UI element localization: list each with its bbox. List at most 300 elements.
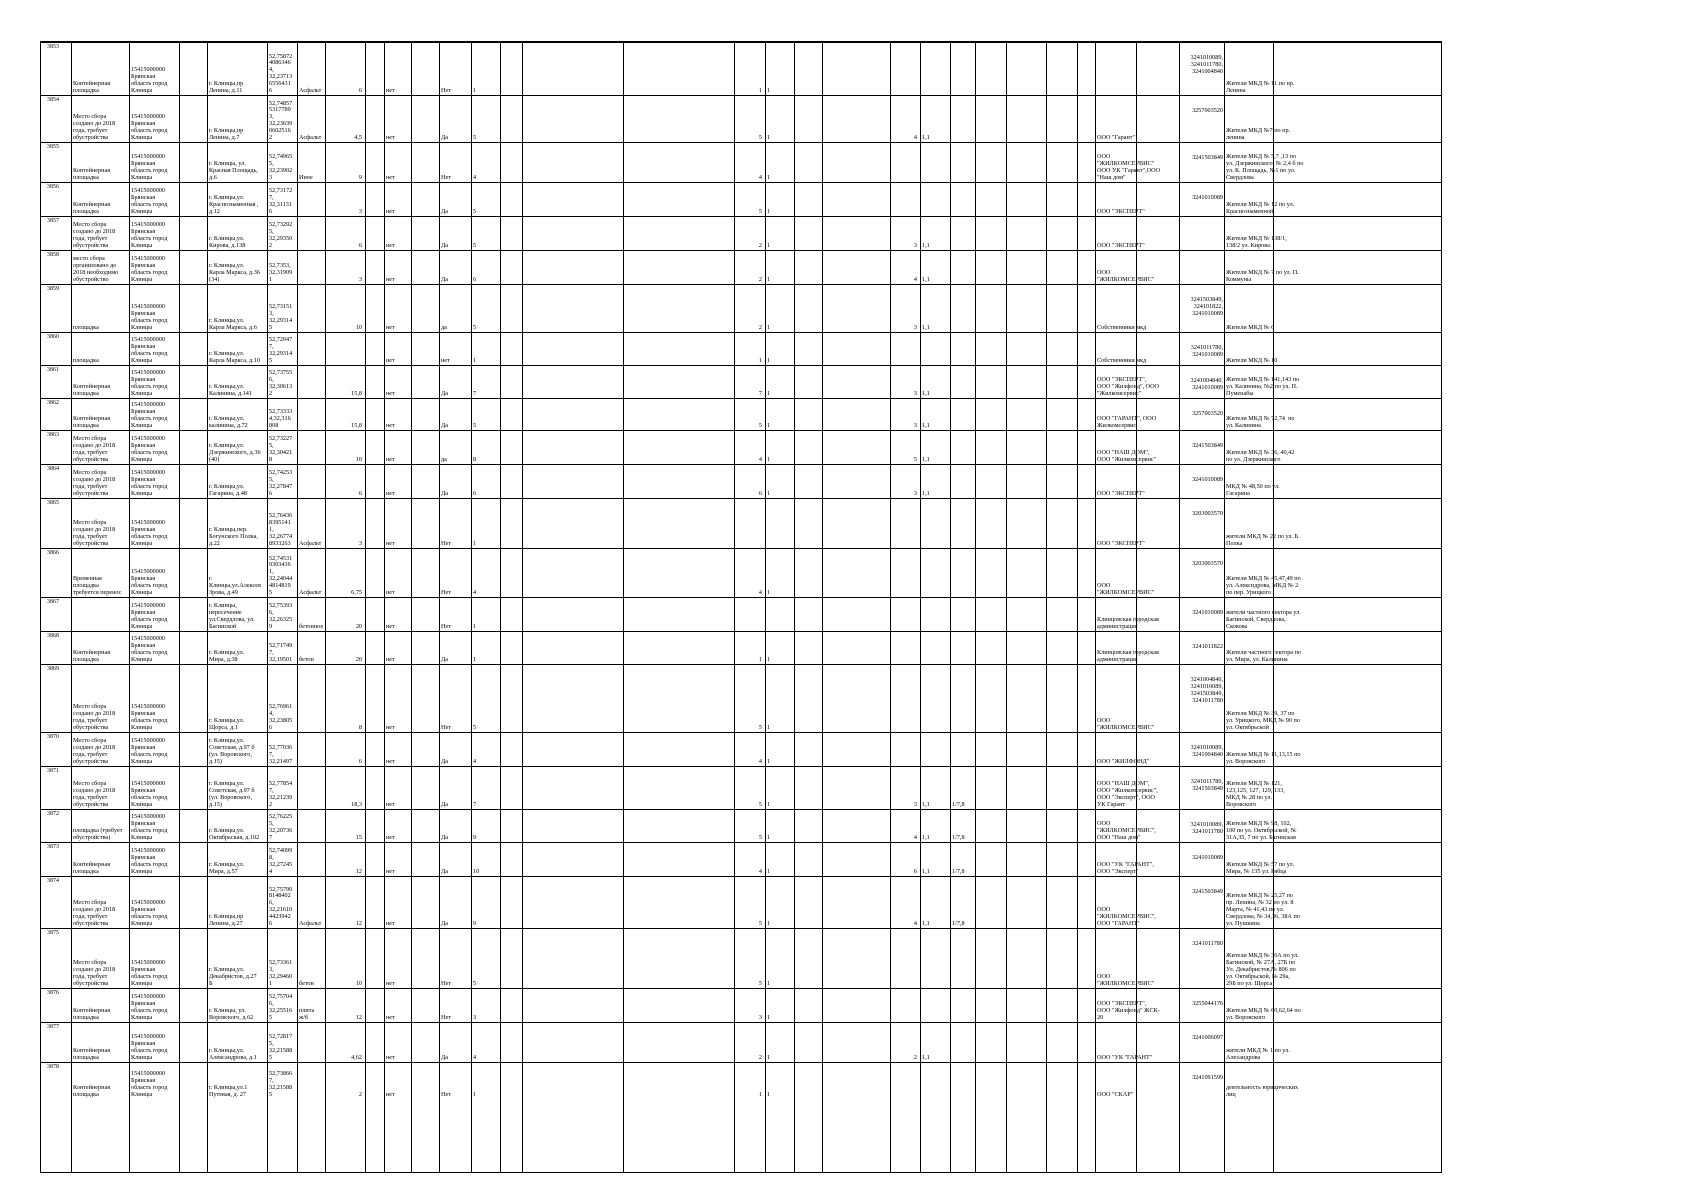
cell-area: 9 xyxy=(358,174,362,182)
table-row xyxy=(41,250,1441,284)
cell-roof: нет xyxy=(386,390,395,398)
cell-k3: 1/7,8 xyxy=(952,868,965,876)
cell-address: г. Клинцы,ул. Дзержинского, д.36 (40) xyxy=(209,442,261,464)
cell-k2: 1,1 xyxy=(922,456,930,464)
cell-fence: Да xyxy=(441,656,448,664)
cell-k2: 1,1 xyxy=(922,324,930,332)
cell-num: 3868 xyxy=(47,633,59,639)
cell-owner: ООО "УК "ГАРАНТ" xyxy=(1097,1054,1153,1062)
cell-cnt: 7 xyxy=(473,390,477,398)
cell-cnt: 1 xyxy=(473,357,477,365)
cell-oktmo: 15415000000 Брянская область город Клинцы xyxy=(131,737,168,766)
cell-cnt: 3 xyxy=(473,1014,477,1022)
table-row xyxy=(41,464,1441,498)
cell-address: г. Клинцы,ул. Советская, д.97 б (ул. Воровского, д.15) xyxy=(209,737,255,766)
cell-area: 8 xyxy=(358,724,362,732)
cell-b: 1 xyxy=(767,456,771,464)
cell-fence: нет xyxy=(441,357,450,365)
cell-owner: Собственники мкд xyxy=(1097,324,1147,332)
cell-a: 4 xyxy=(758,456,762,464)
cell-k3 xyxy=(950,499,975,548)
cell-address: г. Клинцы, пересечение ул.Свердлова, ул. Багинской xyxy=(209,602,255,631)
cell-roof: нет xyxy=(386,276,395,284)
cell-sources: Жители МКД № 25,27 по пр. Ленина, № 32 по ул. 8 Марта, № 41,43 по ул. Свердлова, № 34,36, 38А по ул. Пушкина xyxy=(1226,892,1300,928)
cell-roof: нет xyxy=(386,174,395,182)
cell-owner: ООО "ЭКСПЕРТ" xyxy=(1097,242,1145,250)
cell-surface: бетон xyxy=(299,980,314,988)
cell-b: 1 xyxy=(767,656,771,664)
cell-k2 xyxy=(920,43,950,95)
cell-roof: нет xyxy=(386,980,395,988)
cell-coords: 52,76961 4, 32,23805 6 xyxy=(269,703,293,732)
cell-k3 xyxy=(950,217,975,250)
cell-fence: Да xyxy=(441,242,448,250)
cell-k3 xyxy=(950,96,975,142)
table-row xyxy=(41,182,1441,216)
cell-num: 3869 xyxy=(47,666,59,672)
cell-oktmo: 15415000000 Брянская область город Клинцы xyxy=(131,221,168,250)
cell-b xyxy=(765,598,794,631)
cell-owner: ООО "ЖИЛКОМСЕРВИС", ООО "ГАРАНТ" xyxy=(1097,906,1156,928)
cell-k3 xyxy=(950,665,975,732)
cell-type: Место сбора создано до 2018 года, требует обустройства xyxy=(73,113,116,142)
cell-cnt: 5 xyxy=(473,134,477,142)
cell-owner: Собственники мкд xyxy=(1097,357,1147,365)
cell-area: 3 xyxy=(358,208,362,216)
cell-type: Место сбора создано до 2018 года, требует обустройства xyxy=(73,221,116,250)
cell-fence: Да xyxy=(441,390,448,398)
cell-surface xyxy=(297,465,325,498)
cell-address: г. Клинцы,ул. Советская, д.97 б (ул. Воровского, д.15) xyxy=(209,780,255,809)
cell-inn: 3257003520 xyxy=(1192,410,1223,417)
cell-num: 3857 xyxy=(47,218,59,224)
cell-surface xyxy=(297,843,325,876)
cell-oktmo: 15415000000 Брянская область город Клинцы xyxy=(131,1033,168,1062)
cell-type: Контейнерная площадка xyxy=(73,1007,111,1022)
cell-b: 1 xyxy=(767,490,771,498)
cell-type: площадка xyxy=(73,357,99,365)
cell-address: г. Клинцы,ул.1 Путевая, д. 27 xyxy=(209,1084,248,1099)
table-row xyxy=(41,42,1441,95)
cell-cnt: 4 xyxy=(473,1054,477,1062)
cell-cnt: 5 xyxy=(473,980,477,988)
cell-owner: ООО "ЖИЛКОМСЕРВИС" xyxy=(1097,269,1155,284)
cell-b: 1 xyxy=(767,758,771,766)
cell-k2 xyxy=(920,183,950,216)
cell-k3 xyxy=(950,549,975,597)
cell-area: 10 xyxy=(355,980,362,988)
cell-k1: 3 xyxy=(913,801,917,809)
cell-roof: нет xyxy=(386,1014,395,1022)
cell-fence: Нет xyxy=(441,589,451,597)
cell-surface xyxy=(297,665,325,732)
cell-k3 xyxy=(950,251,975,284)
cell-num: 3875 xyxy=(47,930,59,936)
cell-area: 10 xyxy=(355,456,362,464)
cell-fence: Да xyxy=(441,490,448,498)
cell-type: Контейнерная площадка xyxy=(73,861,111,876)
cell-owner: ООО "ЖИЛФОНД" xyxy=(1097,758,1150,766)
cell-roof: нет xyxy=(386,623,395,631)
cell-num: 3860 xyxy=(47,334,59,340)
cell-num: 3858 xyxy=(47,252,59,258)
cell-area: 6,75 xyxy=(351,589,362,597)
cell-owner: ООО "ЖИЛКОМСЕРВИС", ООО "Наш дом" xyxy=(1097,820,1156,842)
cell-inn: 3241010089 xyxy=(1192,609,1223,616)
cell-cnt: 5 xyxy=(473,208,477,216)
cell-cnt: 1 xyxy=(473,540,477,548)
cell-inn: 3203003570 xyxy=(1192,560,1223,567)
cell-surface xyxy=(297,366,325,398)
cell-k1 xyxy=(890,549,920,597)
cell-surface: бетон xyxy=(299,656,314,664)
cell-k2: 1,1 xyxy=(922,490,930,498)
cell-owner: ООО "ГАРАНТ", ООО Жилкомсервис xyxy=(1097,415,1157,430)
cell-k1 xyxy=(890,632,920,664)
cell-address: г. Клинцы,ул.Алексея Зрова, д.49 xyxy=(209,575,261,597)
cell-fence: Да xyxy=(441,134,448,142)
cell-sources: Жители МКД № 60,62,64 по ул. Воровского xyxy=(1226,1007,1301,1022)
cell-a: 4 xyxy=(758,589,762,597)
cell-area: 15,8 xyxy=(351,422,362,430)
cell-inn: 3241503849 xyxy=(1192,154,1223,161)
cell-area: 12 xyxy=(355,920,362,928)
cell-address: г. Клинцы,пр Ленина, д.7 xyxy=(209,127,244,142)
cell-sources: жители частного сектора ул. Багинской, Свердлова, Скокова xyxy=(1226,609,1301,631)
cell-inn: 3241011822 xyxy=(1192,643,1223,650)
cell-fence: Да xyxy=(441,920,448,928)
cell-coords: 52,76225 5, 32,20736 7 xyxy=(269,813,293,842)
cell-owner: ООО "ЭКСПЕРТ" xyxy=(1097,540,1145,548)
cell-sources: Жители МКД № 72,74 по ул. Калинина xyxy=(1226,415,1295,430)
cell-fence: Да xyxy=(441,834,448,842)
cell-b: 1 xyxy=(767,174,771,182)
cell-inn: 3241004840, 3241010089, 3241503849, 3241011780 xyxy=(1190,676,1223,704)
cell-address: г. Клинцы,ул. Александрова, д.1 xyxy=(209,1047,257,1062)
spreadsheet xyxy=(40,41,1442,1173)
cell-owner: ООО "ЭКСПЕРТ" xyxy=(1097,490,1145,498)
cell-area: 15 xyxy=(355,834,362,842)
cell-owner: ООО "ЖИЛКОМСЕРВИС" xyxy=(1097,582,1155,597)
cell-coords: 52,76436 8395141 1, 32,26774 8933263 xyxy=(269,512,293,548)
cell-roof: нет xyxy=(386,920,395,928)
cell-k3 xyxy=(950,333,975,365)
cell-oktmo: 15415000000 Брянская область город Клинцы xyxy=(131,1070,168,1099)
cell-k2 xyxy=(920,665,950,732)
cell-k3 xyxy=(950,399,975,430)
cell-sources: жители МКД № 22 по ул. Б. Полка xyxy=(1226,533,1300,548)
cell-owner: ООО "ЭКСПЕРТ", ООО "Жилфонд" ЖСК- 20 xyxy=(1097,1000,1160,1022)
cell-coords: 52,74099 8, 32,27245 4 xyxy=(269,847,293,876)
cell-a: 6 xyxy=(758,490,762,498)
table-row xyxy=(41,988,1441,1022)
cell-coords: 52,73292 5, 32,29350 2 xyxy=(269,221,293,250)
table-row xyxy=(41,1022,1441,1062)
cell-cnt: 1 xyxy=(473,87,477,95)
cell-a: 2 xyxy=(758,1054,762,1062)
cell-coords: 52,74965 5, 32,23902 3 xyxy=(269,153,293,182)
cell-oktmo: 15415000000 Брянская область город Клинцы xyxy=(131,255,168,284)
cell-k2: 1,1 xyxy=(922,1054,930,1062)
cell-oktmo: 15415000000 Брянская область город Клинцы xyxy=(131,187,168,216)
cell-coords: 52,77036 7, 32,21497 xyxy=(269,744,293,766)
cell-fence: Да xyxy=(441,758,448,766)
cell-coords: 52,75393 6, 32,26325 9 xyxy=(269,602,293,631)
cell-coords: 52,75790 8148402 6, 32,21610 4423942 6 xyxy=(269,885,293,928)
cell-surface xyxy=(297,767,325,809)
cell-k2: 1,1 xyxy=(922,134,930,142)
cell-k3 xyxy=(950,929,975,988)
cell-area: 4,5 xyxy=(354,134,362,142)
cell-fence: Нет xyxy=(441,87,451,95)
cell-address: г. Клинцы,ул. Карла Маркса, д.36 (34) xyxy=(209,262,260,284)
cell-b: 1 xyxy=(767,422,771,430)
cell-address: г. Клинцы,ул. Гагарина, д.48 xyxy=(209,483,247,498)
cell-surface xyxy=(297,733,325,766)
cell-roof: нет xyxy=(386,589,395,597)
cell-num: 3876 xyxy=(47,990,59,996)
cell-sources: Жители МКД №7 по пр. ленина xyxy=(1226,127,1291,142)
cell-area: 4,62 xyxy=(351,1054,362,1062)
cell-roof: нет xyxy=(386,456,395,464)
cell-k2: 1,1 xyxy=(922,242,930,250)
cell-k1 xyxy=(890,333,920,365)
cell-coords: 52,73172 7, 32,31131 6 xyxy=(269,187,293,216)
cell-roof: нет xyxy=(386,242,395,250)
cell-coords: 52,75872 4086346 4, 32,23713 6556431 6 xyxy=(269,52,293,95)
cell-a: 5 xyxy=(758,920,762,928)
cell-inn: 3241004840, 3241010089 xyxy=(1190,377,1223,391)
cell-cnt: 5 xyxy=(473,324,477,332)
cell-owner: ООО "ЭКСПЕРТ" xyxy=(1097,208,1145,216)
cell-fence: да xyxy=(441,456,447,464)
cell-fence: Нет xyxy=(441,540,451,548)
cell-address: г. Клинцы, ул. Красная Площадь, д.6 xyxy=(209,160,258,182)
cell-sources: Жители МКД № 7 по ул. П. Коммуны xyxy=(1226,269,1299,284)
cell-surface xyxy=(297,810,325,842)
cell-k2: 1,1 xyxy=(922,390,930,398)
table-row xyxy=(41,142,1441,182)
cell-owner: ООО "ЖИЛКОМСЕРВИС" ООО УК "Гарант",ООО "Наш дом" xyxy=(1097,153,1161,182)
cell-k3 xyxy=(950,1023,975,1062)
cell-surface: Асфальт xyxy=(299,87,322,95)
cell-num: 3863 xyxy=(47,432,59,438)
cell-k3 xyxy=(950,43,975,95)
cell-coords: 52,74253 5, 32,27847 6 xyxy=(269,469,293,498)
cell-a: 5 xyxy=(758,801,762,809)
cell-b: 1 xyxy=(767,589,771,597)
cell-k3 xyxy=(950,431,975,464)
cell-inn: 3241503849 xyxy=(1192,888,1223,895)
cell-b: 1 xyxy=(767,801,771,809)
table-row xyxy=(41,216,1441,250)
cell-k2: 1,1 xyxy=(922,422,930,430)
cell-inn: 3241091599 xyxy=(1192,1074,1223,1081)
cell-num: 3854 xyxy=(47,97,59,103)
cell-coords: 52,77854 7, 32,21239 2 xyxy=(269,780,293,809)
cell-type: Контейнерная площадка xyxy=(73,1084,111,1099)
cell-num: 3872 xyxy=(47,811,59,817)
cell-roof: нет xyxy=(386,208,395,216)
cell-k1: 2 xyxy=(913,1054,917,1062)
cell-cnt: 1 xyxy=(473,656,477,664)
cell-inn: 3241010089 xyxy=(1192,854,1223,861)
cell-a: 3 xyxy=(758,1014,762,1022)
cell-fence: да xyxy=(441,324,447,332)
cell-type: Место сбора создано до 2018 года, требует обустройства xyxy=(73,899,116,928)
cell-address: г. Клинцы,ул. калинина, д.72 xyxy=(209,415,248,430)
cell-k1: 3 xyxy=(913,422,917,430)
cell-area: 12 xyxy=(355,1014,362,1022)
cell-k1: 4 xyxy=(913,834,917,842)
cell-coords: 52,73151 3, 32,29314 5 xyxy=(269,303,293,332)
cell-owner: ООО "ЭКСПЕРТ", ООО "Жилфонд", ООО "Жилкомсервис" xyxy=(1097,376,1160,398)
cell-b: 1 xyxy=(767,357,771,365)
cell-type: Контейнерная площадка xyxy=(73,167,111,182)
cell-fence: Нет xyxy=(441,174,451,182)
cell-type: Место сбора создано до 2018 года, требует обустройства xyxy=(73,703,116,732)
cell-num: 3853 xyxy=(47,44,59,50)
cell-type: Контейнерная площадка xyxy=(73,201,111,216)
cell-roof: нет xyxy=(386,834,395,842)
cell-inn: 3257003520 xyxy=(1192,107,1223,114)
cell-a: 4 xyxy=(758,868,762,876)
cell-oktmo: 15415000000 Брянская область город Клинцы xyxy=(131,66,168,95)
cell-sources: жители МКД № 1 по ул. Алесандрова xyxy=(1226,1047,1290,1062)
cell-k1 xyxy=(890,499,920,548)
table-row xyxy=(41,928,1441,988)
cell-owner xyxy=(1095,43,1179,95)
cell-oktmo: 15415000000 Брянская область город Клинцы xyxy=(131,813,168,842)
cell-k1 xyxy=(890,989,920,1022)
cell-surface: Асфальт xyxy=(299,134,322,142)
cell-coords: 52,73361 3, 32,29460 1 xyxy=(269,959,293,988)
cell-a: 2 xyxy=(758,242,762,250)
cell-oktmo: 15415000000 Брянская область город Клинцы xyxy=(131,113,168,142)
cell-k1: 4 xyxy=(913,276,917,284)
cell-cnt: 9 xyxy=(473,920,477,928)
cell-num: 3856 xyxy=(47,184,59,190)
cell-a: 4 xyxy=(758,174,762,182)
cell-sources: Жители МКД № 36, 40,42 по ул. Дзержинского xyxy=(1226,449,1295,464)
cell-fence: Да xyxy=(441,208,448,216)
cell-surface xyxy=(297,285,325,332)
cell-b: 1 xyxy=(767,1091,771,1099)
cell-k3: 1/7,8 xyxy=(952,920,965,928)
cell-type: Место сбора создано до 2018 года, требует обустройства xyxy=(73,737,116,766)
cell-type: Место сбора создано до 2018 года, требует обустройства xyxy=(73,959,116,988)
cell-cnt: 10 xyxy=(473,868,480,876)
cell-address: г. Клинцы,ул. Декабристов, д.27 Б xyxy=(209,966,257,988)
cell-cnt: 1 xyxy=(473,623,477,631)
cell-sources: Жители МКД № 6 xyxy=(1226,324,1275,332)
cell-b: 1 xyxy=(767,1014,771,1022)
cell-area: 20 xyxy=(355,623,362,631)
cell-k1 xyxy=(890,929,920,988)
cell-num: 3859 xyxy=(47,286,59,292)
cell-k2 xyxy=(920,598,950,631)
cell-k3 xyxy=(950,733,975,766)
cell-k3 xyxy=(950,632,975,664)
cell-fence: Да xyxy=(441,276,448,284)
cell-address: г. Клинцы, ул. Воровского, д.62 xyxy=(209,1007,254,1022)
cell-area: 10 xyxy=(355,324,362,332)
cell-coords: 52,73755 6, 32,30613 2 xyxy=(269,369,293,398)
cell-roof: нет xyxy=(386,1054,395,1062)
cell-b: 1 xyxy=(767,208,771,216)
cell-oktmo: 15415000000 Брянская область город Клинцы xyxy=(131,336,168,365)
cell-cnt: 5 xyxy=(473,422,477,430)
cell-sources: Жители МКД № 12 по ул. Краснознаменной xyxy=(1226,201,1295,216)
cell-k1: 6 xyxy=(913,868,917,876)
cell-oktmo: 15415000000 Брянская область город Клинцы xyxy=(131,153,168,182)
cell-k2 xyxy=(920,499,950,548)
cell-fence: Нет xyxy=(441,724,451,732)
cell-cnt: 1 xyxy=(473,1091,477,1099)
cell-surface: Асфальт xyxy=(299,540,322,548)
cell-address: г. Клинцы,ул. Мира, д.57 xyxy=(209,861,245,876)
cell-surface xyxy=(297,251,325,284)
cell-b: 1 xyxy=(767,276,771,284)
cell-roof: нет xyxy=(386,422,395,430)
cell-num: 3873 xyxy=(47,844,59,850)
cell-surface: Асфальт xyxy=(299,589,322,597)
cell-inn: 3241010089, 3241011780 xyxy=(1190,821,1223,835)
cell-k2 xyxy=(920,1063,950,1099)
cell-b: 1 xyxy=(767,242,771,250)
cell-cnt: 4 xyxy=(473,589,477,597)
cell-a: 5 xyxy=(758,134,762,142)
cell-owner: Клинцовская городская администрация xyxy=(1097,649,1159,664)
cell-inn: 3241010089, 3241011780, 3241004840 xyxy=(1190,54,1223,75)
cell-oktmo: 15415000000 Брянская область город Клинцы xyxy=(131,959,168,988)
cell-oktmo: 15415000000 Брянская область город Клинцы xyxy=(131,602,168,631)
cell-cnt: 4 xyxy=(473,758,477,766)
cell-b: 1 xyxy=(767,834,771,842)
table-row xyxy=(41,876,1441,928)
cell-num: 3855 xyxy=(47,144,59,150)
cell-a xyxy=(734,598,765,631)
cell-a: 7 xyxy=(758,390,762,398)
cell-roof: нет xyxy=(386,540,395,548)
cell-area: 12 xyxy=(355,868,362,876)
cell-address: г. Клинцы,пер. Богунского Полка, д.22 xyxy=(209,526,258,548)
cell-coords: 52,7353, 32,31909 1 xyxy=(269,262,293,284)
cell-num: 3862 xyxy=(47,400,59,406)
cell-oktmo: 15415000000 Брянская область город Клинцы xyxy=(131,780,168,809)
cell-sources: Жители МКД № 57 по ул. Мира, № 135 ул. Рябца xyxy=(1226,861,1295,876)
cell-k3 xyxy=(950,598,975,631)
cell-area: 6 xyxy=(358,490,362,498)
cell-a: 2 xyxy=(758,324,762,332)
cell-b: 1 xyxy=(767,87,771,95)
cell-k2: 1,1 xyxy=(922,834,930,842)
cell-area: 6 xyxy=(358,758,362,766)
cell-inn: 3241503849, 324101822, 3241010089 xyxy=(1190,296,1223,317)
table-row xyxy=(41,732,1441,766)
cell-coords: 52,74531 9303436 1, 32,24044 4814819 5 xyxy=(269,554,293,597)
cell-sources: Жители МКД № 5,7 ,13 по ул. Дзержинского, № 2,4 б по ул. К. Площадь, №1 по ул. Свердлова xyxy=(1226,153,1304,182)
cell-coords: 52,72817 5, 32,21588 5 xyxy=(269,1033,293,1062)
cell-k1: 4 xyxy=(913,920,917,928)
cell-k2 xyxy=(920,143,950,182)
cell-k3 xyxy=(950,366,975,398)
cell-oktmo: 15415000000 Брянская область город Клинцы xyxy=(131,469,168,498)
cell-b xyxy=(765,499,794,548)
cell-b: 1 xyxy=(767,724,771,732)
cell-area: 20 xyxy=(355,656,362,664)
cell-type: площадка (требует обустройства) xyxy=(73,827,123,842)
